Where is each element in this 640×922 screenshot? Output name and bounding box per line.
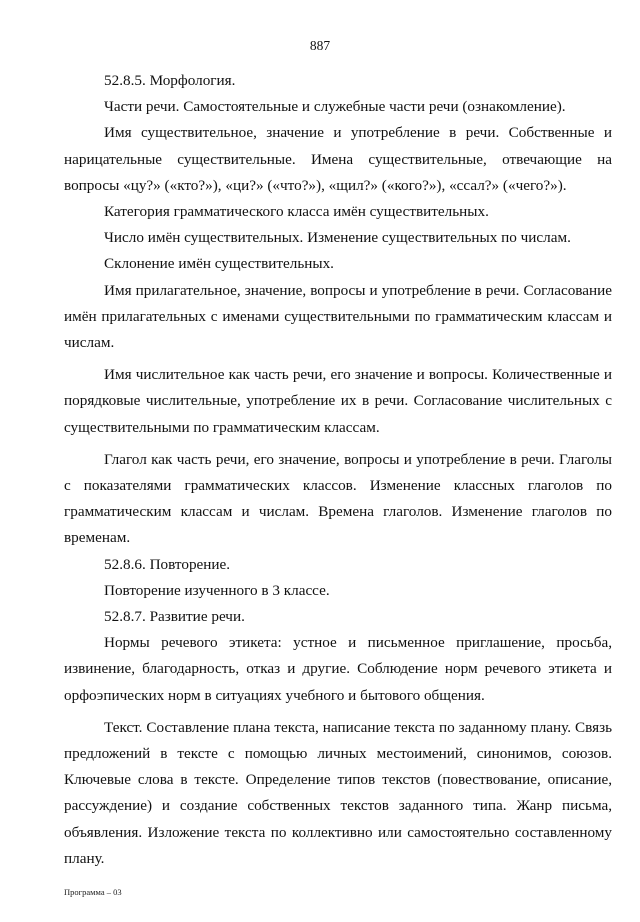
paragraph-noun-declension: Склонение имён существительных. bbox=[104, 255, 334, 273]
paragraph-noun: Имя существительное, значение и употребление в речи. Собственные и нарицательные существительные. Имена существительные, отвечающие на вопросы «цу?» («кто?»), «ци?» («что?»), «щил?» («кого?»), «ссал?» («чего?»). bbox=[64, 124, 612, 194]
paragraph-speech-etiquette: Нормы речевого этикета: устное и письменное приглашение, просьба, извинение, благодарность, отказ и другие. Соблюдение норм речевого этикета и орфоэпических норм в ситуациях учебного и бытового общения. bbox=[64, 634, 612, 704]
paragraph-noun-class: Категория грамматического класса имён существительных. bbox=[104, 203, 489, 221]
section-heading-speech-development: 52.8.7. Развитие речи. bbox=[104, 608, 245, 626]
paragraph-parts-of-speech: Части речи. Самостоятельные и служебные части речи (ознакомление). bbox=[104, 98, 566, 116]
paragraph-repetition: Повторение изученного в 3 классе. bbox=[104, 581, 330, 599]
paragraph-numeral: Имя числительное как часть речи, его значение и вопросы. Количественные и порядковые числительные, употребление их в речи. Согласование числительных с существительными по грамматическим классам. bbox=[64, 366, 612, 436]
section-heading-repetition: 52.8.6. Повторение. bbox=[104, 555, 231, 573]
page-number: 887 bbox=[309, 38, 331, 53]
section-heading-morphology: 52.8.5. Морфология. bbox=[104, 72, 236, 89]
paragraph-verb: Глагол как часть речи, его значение, вопросы и употребление в речи. Глаголы с показателями грамматических классов. Изменение классных глаголов по грамматическим классам и числам. Времена глаголов. Изменение глаголов по временам. bbox=[64, 450, 612, 547]
paragraph-adjective: Имя прилагательное, значение, вопросы и употребление в речи. Согласование имён прилагательных с именами существительными по грамматическим классам и числам. bbox=[64, 281, 612, 352]
document-body bbox=[64, 68, 612, 872]
paragraph-noun-number: Число имён существительных. Изменение существительных по числам. bbox=[104, 229, 571, 247]
footer-label: Программа – 03 bbox=[64, 887, 122, 897]
paragraph-text: Текст. Составление плана текста, написание текста по заданному плану. Связь предложений в тексте с помощью личных местоимений, синонимов, союзов. Ключевые слова в тексте. Определение типов текстов (повествование, описание, рассуждение) и создание собственных текстов заданного типа. Жанр письма, объявления. Изложение текста по коллективно или самостоятельно составленному плану. bbox=[64, 718, 612, 867]
